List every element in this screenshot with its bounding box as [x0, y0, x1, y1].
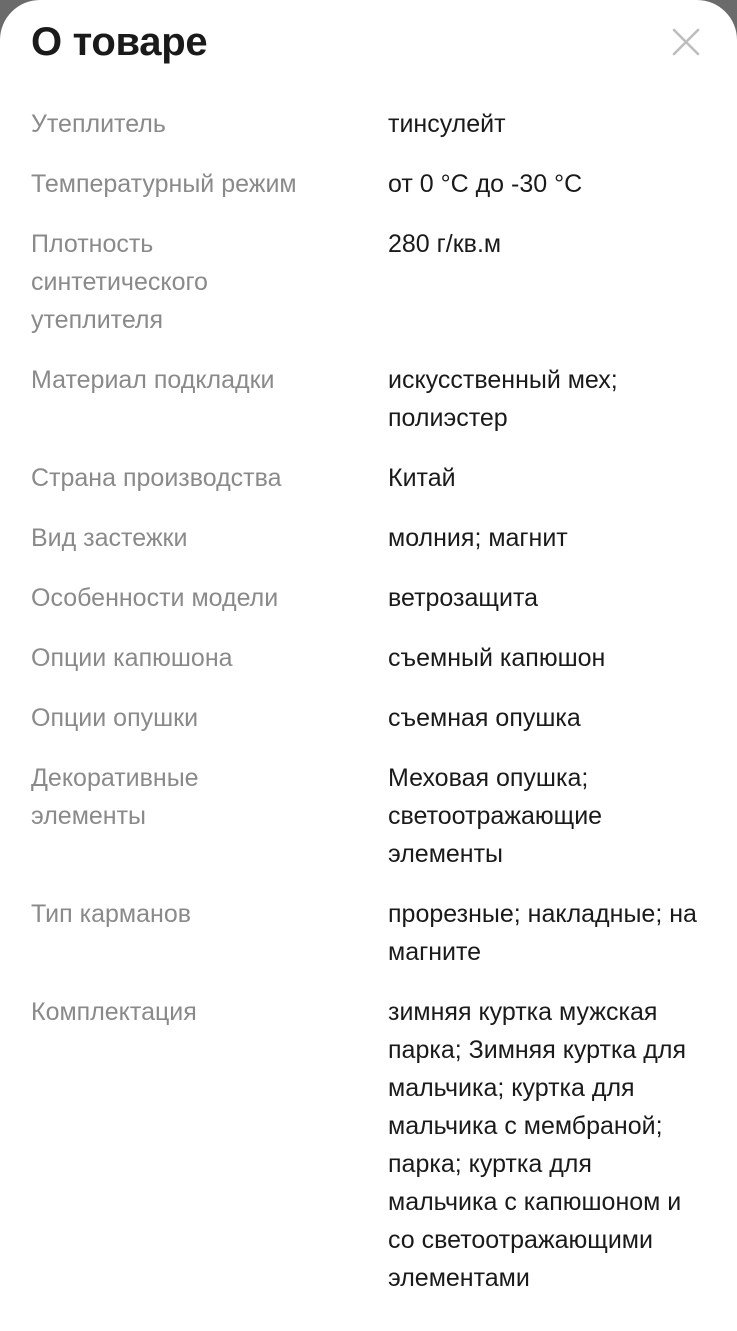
property-value: 280 г/кв.м: [388, 230, 502, 258]
property-row: [0, 225, 737, 339]
property-label: Комплектация: [31, 998, 197, 1026]
property-value: Меховая опушка; светоотражающие элементы: [388, 764, 603, 868]
property-value: съемный капюшон: [388, 644, 606, 672]
property-label: Тип карманов: [31, 900, 191, 928]
property-value: ветрозащита: [388, 584, 539, 612]
close-icon: [664, 20, 708, 64]
property-label: Декоративные элементы: [31, 764, 199, 830]
property-label: Вид застежки: [31, 524, 188, 552]
property-label: Плотность синтетического утеплителя: [31, 230, 208, 334]
property-value: съемная опушка: [388, 704, 581, 732]
property-value: зимняя куртка мужская парка; Зимняя куртка для мальчика; куртка для мальчика с мембраной; парка; куртка для мальчика с капюшоном и со светоотражающими элементами: [388, 998, 686, 1292]
property-value: искусственный мех; полиэстер: [388, 366, 618, 432]
property-value: Китай: [388, 464, 456, 492]
property-row: [0, 639, 737, 677]
property-row: [0, 759, 737, 873]
property-value: молния; магнит: [388, 524, 568, 552]
property-value: прорезные; накладные; на магните: [388, 900, 697, 966]
property-label: Температурный режим: [31, 170, 297, 198]
property-row: [0, 361, 737, 437]
close-button[interactable]: [664, 20, 708, 64]
property-row: [0, 699, 737, 737]
property-row: [0, 165, 737, 203]
property-value: от 0 °С до -30 °С: [388, 170, 583, 198]
property-label: Утеплитель: [31, 110, 166, 138]
property-row: [0, 895, 737, 971]
property-row: [0, 519, 737, 557]
property-label: Страна производства: [31, 464, 282, 492]
sheet-title: О товаре: [31, 20, 208, 64]
property-label: Особенности модели: [31, 584, 279, 612]
property-row: [0, 105, 737, 143]
property-row: [0, 993, 737, 1297]
property-label: Опции опушки: [31, 704, 199, 732]
property-label: Материал подкладки: [31, 366, 275, 394]
property-row: [0, 459, 737, 497]
property-value: тинсулейт: [388, 110, 506, 138]
property-row: [0, 579, 737, 617]
property-label: Опции капюшона: [31, 644, 233, 672]
properties-list: [0, 105, 737, 1319]
